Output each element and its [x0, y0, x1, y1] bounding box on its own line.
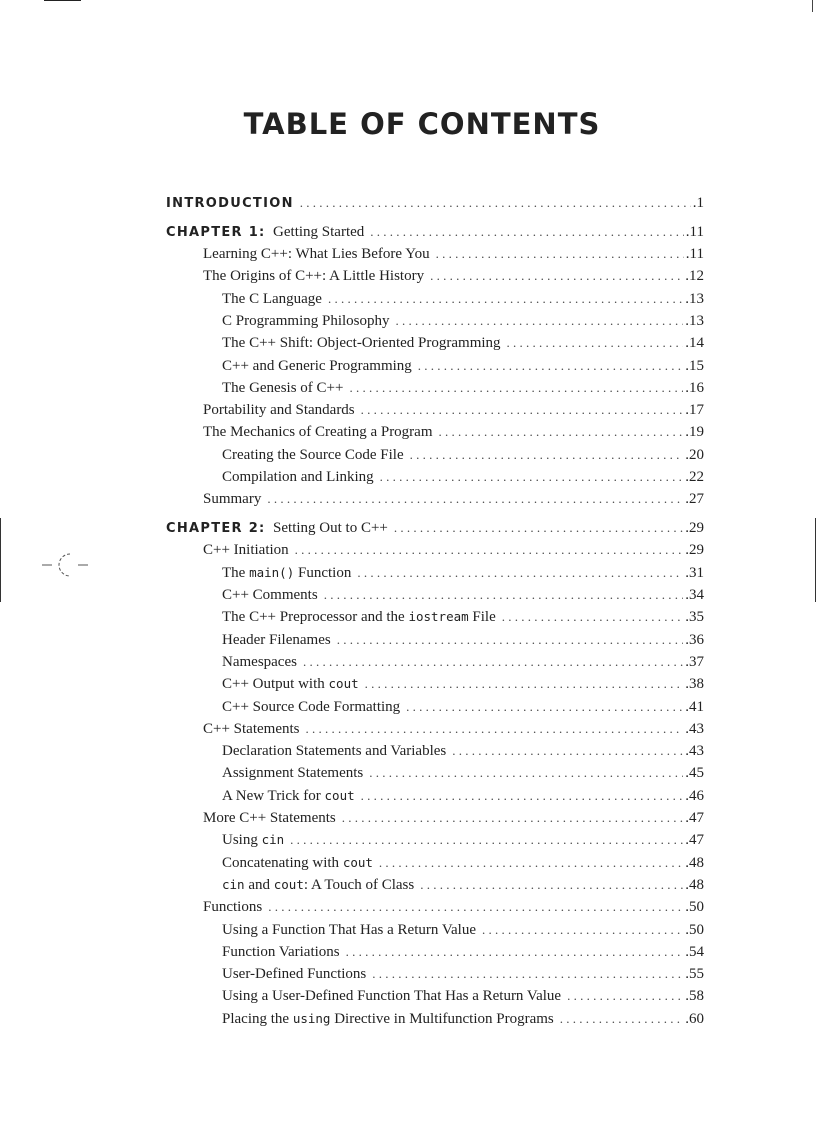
toc-entry[interactable] — [166, 332, 704, 354]
entry-text: Header Filenames — [222, 631, 331, 648]
toc-chapter-entry[interactable] — [166, 221, 704, 243]
toc-entry-title — [222, 874, 414, 896]
page-number: .50 — [685, 899, 704, 916]
toc-entry[interactable] — [166, 562, 704, 584]
toc-entry[interactable] — [166, 785, 704, 807]
page-number: .47 — [685, 832, 704, 849]
toc-entry-title — [222, 963, 366, 985]
dot-leader — [324, 584, 684, 606]
toc-entry-title — [203, 807, 336, 829]
toc-entry[interactable] — [166, 539, 704, 561]
page-number: .13 — [685, 312, 704, 329]
dot-leader — [567, 985, 683, 1007]
dot-leader — [406, 696, 683, 718]
page-number: .15 — [685, 357, 704, 374]
toc-chapter-entry[interactable] — [166, 192, 704, 214]
page-number: .48 — [685, 876, 704, 893]
code-term: cout — [324, 787, 355, 803]
dot-leader — [396, 310, 684, 332]
toc-list — [166, 192, 704, 1030]
page-number: .46 — [685, 787, 704, 804]
entry-text: C++ Source Code Formatting — [222, 698, 401, 715]
dot-leader — [290, 829, 683, 851]
chapter-label: INTRODUCTION — [166, 196, 294, 211]
code-term: using — [292, 1010, 331, 1026]
entry-text: C++ Initiation — [203, 542, 289, 559]
toc-entry[interactable] — [166, 673, 704, 695]
dot-leader — [369, 762, 683, 784]
entry-text: Getting Started — [265, 223, 365, 240]
crop-mark-top — [44, 0, 81, 1]
dot-leader — [439, 421, 684, 443]
toc-entry-title — [222, 584, 318, 606]
toc-entry-title — [222, 288, 322, 310]
dot-leader — [410, 444, 684, 466]
toc-entry-title — [222, 310, 390, 332]
dot-leader — [357, 562, 683, 584]
dot-leader — [295, 539, 684, 561]
page-number: .29 — [685, 520, 704, 537]
dot-leader — [482, 919, 683, 941]
dot-leader — [420, 874, 683, 896]
toc-entry[interactable] — [166, 963, 704, 985]
toc-entry[interactable] — [166, 399, 704, 421]
page-number: .12 — [685, 268, 704, 285]
page-number: .29 — [685, 542, 704, 559]
page-number: .60 — [685, 1010, 704, 1027]
toc-entry-title — [222, 466, 374, 488]
toc-entry-title — [222, 785, 355, 807]
entry-text: : A Touch of Class — [303, 876, 415, 893]
toc-entry[interactable] — [166, 265, 704, 287]
entry-text: Using a User-Defined Function That Has a Return Value — [222, 988, 562, 1005]
dot-leader — [267, 488, 683, 510]
entry-text: Setting Out to C++ — [265, 520, 388, 537]
toc-entry-title — [222, 829, 284, 851]
page-number: .41 — [685, 698, 704, 715]
dot-leader — [430, 265, 683, 287]
dot-leader — [418, 355, 683, 377]
chapter-label: CHAPTER 1: — [166, 224, 266, 240]
toc-entry[interactable] — [166, 1008, 704, 1030]
toc-entry[interactable] — [166, 421, 704, 443]
page-number: .58 — [685, 988, 704, 1005]
dot-leader — [502, 606, 683, 628]
page-number: .50 — [685, 921, 704, 938]
toc-entry[interactable] — [166, 355, 704, 377]
toc-entry-title — [166, 192, 294, 215]
toc-entry[interactable] — [166, 310, 704, 332]
page-number: .13 — [685, 290, 704, 307]
code-term: cout — [328, 676, 359, 692]
entry-text: Directive in Multifunction Programs — [330, 1010, 554, 1027]
entry-text: File — [468, 609, 496, 626]
toc-entry[interactable] — [166, 874, 704, 896]
dot-leader — [365, 673, 684, 695]
entry-text: The C++ Preprocessor and the — [222, 609, 409, 626]
entry-text: Creating the Source Code File — [222, 446, 404, 463]
toc-entry-title — [222, 740, 446, 762]
toc-entry[interactable] — [166, 288, 704, 310]
dot-leader — [370, 221, 684, 243]
entry-text: Learning C++: What Lies Before You — [203, 246, 430, 263]
page-number: .37 — [685, 653, 704, 670]
entry-text: Functions — [203, 899, 263, 916]
page-number: .19 — [685, 424, 704, 441]
entry-text: The Origins of C++: A Little History — [203, 268, 425, 285]
page-number: .38 — [685, 676, 704, 693]
entry-text: Summary — [203, 491, 262, 508]
registration-mark-icon — [42, 550, 90, 580]
dot-leader — [380, 466, 684, 488]
toc-entry-title — [222, 941, 340, 963]
crop-mark-left — [0, 518, 1, 602]
code-term: cin — [222, 876, 245, 892]
dot-leader — [452, 740, 683, 762]
toc-entry-title — [203, 896, 262, 918]
page-number: .47 — [685, 810, 704, 827]
entry-text: Declaration Statements and Variables — [222, 743, 447, 760]
toc-entry-title — [203, 421, 433, 443]
entry-text: C++ and Generic Programming — [222, 357, 412, 374]
page-number: .1 — [692, 195, 704, 211]
dot-leader — [507, 332, 684, 354]
toc-entry[interactable] — [166, 584, 704, 606]
toc-entry-title — [222, 1008, 554, 1030]
page-number: .17 — [685, 402, 704, 419]
page-number: .35 — [685, 609, 704, 626]
toc-entry-title — [222, 377, 343, 399]
toc-entry-title — [222, 651, 297, 673]
toc-entry-title — [203, 718, 300, 740]
dot-leader — [372, 963, 683, 985]
page-number: .22 — [685, 469, 704, 486]
toc-entry-title — [222, 444, 404, 466]
toc-entry-title — [222, 985, 561, 1007]
toc-entry[interactable] — [166, 243, 704, 265]
dot-leader — [349, 377, 683, 399]
page-number: .54 — [685, 943, 704, 960]
toc-entry-title — [222, 762, 363, 784]
dot-leader — [268, 896, 683, 918]
dot-leader — [361, 399, 684, 421]
page-number: .36 — [685, 631, 704, 648]
toc-entry-title — [222, 629, 331, 651]
toc-entry[interactable] — [166, 941, 704, 963]
entry-text: Function Variations — [222, 943, 340, 960]
entry-text: C++ Statements — [203, 720, 300, 737]
entry-text: Assignment Statements — [222, 765, 364, 782]
entry-text: C++ Output with — [222, 676, 329, 693]
dot-leader — [379, 852, 683, 874]
page-number: .14 — [685, 335, 704, 352]
entry-text: Using a Function That Has a Return Value — [222, 921, 476, 938]
dot-leader — [560, 1008, 683, 1030]
entry-text: Compilation and Linking — [222, 469, 374, 486]
entry-text: and — [244, 876, 274, 893]
toc-entry[interactable] — [166, 718, 704, 740]
dot-leader — [342, 807, 684, 829]
toc-entry-title — [222, 355, 412, 377]
code-term: cout — [273, 876, 304, 892]
code-term: cout — [342, 854, 373, 870]
toc-entry-title — [166, 221, 364, 244]
entry-text: C++ Comments — [222, 587, 318, 604]
toc-entry[interactable] — [166, 807, 704, 829]
entry-text: C Programming Philosophy — [222, 312, 390, 329]
toc-entry-title — [203, 539, 289, 561]
dot-leader — [303, 651, 683, 673]
toc-entry[interactable] — [166, 466, 704, 488]
page-number: .11 — [685, 223, 704, 240]
dot-leader — [300, 192, 691, 214]
entry-text: Portability and Standards — [203, 402, 355, 419]
dot-leader — [394, 517, 683, 539]
dot-leader — [328, 288, 683, 310]
toc-entry-title — [222, 673, 359, 695]
toc-entry-title — [203, 488, 261, 510]
toc-entry[interactable] — [166, 762, 704, 784]
toc-entry[interactable] — [166, 696, 704, 718]
page-number: .16 — [685, 379, 704, 396]
entry-text: More C++ Statements — [203, 810, 336, 827]
crop-mark-top-right — [812, 0, 813, 12]
page-number: .34 — [685, 587, 704, 604]
code-term: iostream — [408, 609, 469, 625]
entry-text: User-Defined Functions — [222, 966, 367, 983]
toc-entry-title — [222, 696, 400, 718]
toc-entry-title — [203, 265, 424, 287]
page-number: .27 — [685, 491, 704, 508]
toc-entry[interactable] — [166, 444, 704, 466]
entry-text: Using — [222, 832, 262, 849]
entry-text: Placing the — [222, 1010, 293, 1027]
toc-entry[interactable] — [166, 919, 704, 941]
page-number: .31 — [685, 564, 704, 581]
toc-entry-title — [166, 517, 388, 540]
dot-leader — [337, 629, 684, 651]
toc-entry-title — [203, 243, 430, 265]
page-number: .43 — [685, 743, 704, 760]
chapter-label: CHAPTER 2: — [166, 521, 266, 537]
page-number: .45 — [685, 765, 704, 782]
dot-leader — [361, 785, 684, 807]
toc-entry-title — [203, 399, 355, 421]
entry-text: The — [222, 564, 250, 581]
toc-entry-title — [222, 332, 501, 354]
page-number: .20 — [685, 446, 704, 463]
entry-text: A New Trick for — [222, 787, 325, 804]
dot-leader — [306, 718, 684, 740]
entry-text: Namespaces — [222, 653, 297, 670]
code-term: main() — [249, 564, 295, 580]
toc-entry[interactable] — [166, 651, 704, 673]
toc-entry-title — [222, 562, 351, 584]
toc-entry[interactable] — [166, 377, 704, 399]
dot-leader — [436, 243, 684, 265]
page-number: .55 — [685, 966, 704, 983]
toc-entry[interactable] — [166, 852, 704, 874]
entry-text: Concatenating with — [222, 854, 343, 871]
dot-leader — [346, 941, 684, 963]
toc-entry[interactable] — [166, 896, 704, 918]
entry-text: The Mechanics of Creating a Program — [203, 424, 433, 441]
toc-entry[interactable] — [166, 629, 704, 651]
page-number: .48 — [685, 854, 704, 871]
page-number: .43 — [685, 720, 704, 737]
toc-entry[interactable] — [166, 606, 704, 628]
toc-entry-title — [222, 852, 373, 874]
entry-text: The C Language — [222, 290, 322, 307]
toc-entry[interactable] — [166, 740, 704, 762]
toc-entry-title — [222, 606, 496, 628]
toc-entry[interactable] — [166, 985, 704, 1007]
toc-entry[interactable] — [166, 829, 704, 851]
entry-text: Function — [294, 564, 352, 581]
entry-text: The C++ Shift: Object-Oriented Programming — [222, 335, 501, 352]
toc-entry[interactable] — [166, 488, 704, 510]
toc-chapter-entry[interactable] — [166, 517, 704, 539]
toc-entry-title — [222, 919, 476, 941]
page-title: TABLE OF CONTENTS — [243, 107, 601, 141]
page-number: .11 — [685, 246, 704, 263]
entry-text: The Genesis of C++ — [222, 379, 344, 396]
code-term: cin — [261, 832, 285, 848]
